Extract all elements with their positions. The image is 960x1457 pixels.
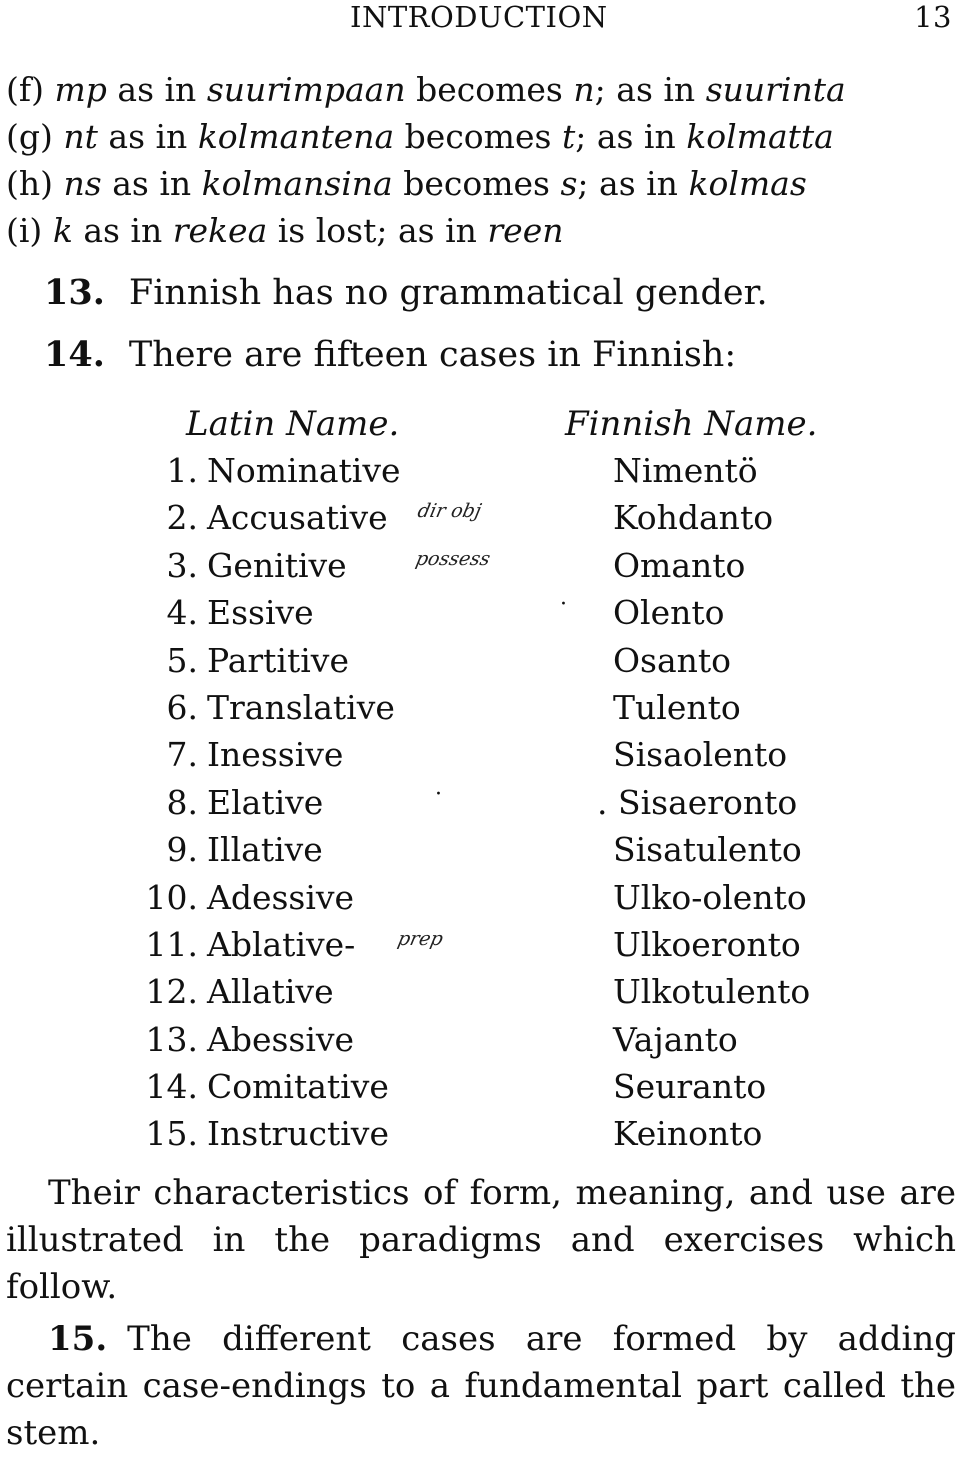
column-header-finnish: Finnish Name. (565, 404, 818, 444)
case-row: 1. Nominative Nimentö (166, 451, 758, 490)
rule-g: (g) nt as in kolmantena becomes t; as in kolmatta (6, 117, 834, 156)
page-number: 13 (914, 0, 952, 34)
section-text: There are fifteen cases in Finnish: (128, 335, 737, 375)
running-header (0, 0, 960, 40)
running-title: INTRODUCTION (350, 0, 608, 34)
case-row: 14. Comitative Seuranto (145, 1067, 767, 1107)
case-row: 12. Allative Ulkotulento (145, 972, 811, 1012)
case-row: 2. Accusative Kohdanto (166, 498, 774, 538)
section-number: 14. (44, 334, 105, 375)
section-number: 15. (48, 1319, 108, 1359)
paragraph-characteristics: Their characteristics of form, meaning, and use are illustrated in the paradigms and exercises which follow. (6, 1173, 956, 1307)
section-number: 13. (44, 272, 105, 313)
section-14 (44, 324, 736, 386)
case-row: 6. Translative Tulento (166, 687, 741, 727)
case-row: 13. Abessive Vajanto (145, 1019, 738, 1059)
case-row: 4. Essive Olento (166, 593, 725, 633)
section-13 (44, 262, 768, 324)
section-text: Finnish has no grammatical gender. (128, 273, 768, 313)
case-row: 15. Instructive Keinonto (145, 1114, 763, 1154)
section-text: The different cases are formed by adding certain case-endings to a fundamental part called the stem. (6, 1319, 956, 1453)
case-row: 3. Genitive Omanto (166, 545, 746, 585)
case-row: 5. Partitive Osanto (166, 640, 732, 680)
case-row: 11. Ablative- Ulkoeronto (145, 924, 801, 964)
rule-h: (h) ns as in kolmansina becomes s; as in kolmas (6, 164, 807, 203)
section-15 (6, 1316, 956, 1457)
case-row: 8. Elative . Sisaeronto (166, 782, 798, 822)
rule-f: (f) mp as in suurimpaan becomes n; as in suurinta (6, 70, 846, 109)
handwritten-note-accusative: dir obj (415, 500, 484, 522)
case-row: 7. Inessive Sisaolento (166, 735, 788, 775)
rule-i: (i) k as in rekea is lost; as in reen (6, 211, 564, 250)
stray-mark: · (560, 592, 567, 617)
column-header-latin: Latin Name. (186, 404, 400, 444)
handwritten-note-genitive: possess (413, 548, 493, 570)
stray-mark: · (435, 782, 442, 807)
handwritten-note-ablative: prep (395, 928, 445, 950)
case-row: 10. Adessive Ulko-olento (145, 877, 807, 917)
case-row: 9. Illative Sisatulento (166, 830, 802, 870)
